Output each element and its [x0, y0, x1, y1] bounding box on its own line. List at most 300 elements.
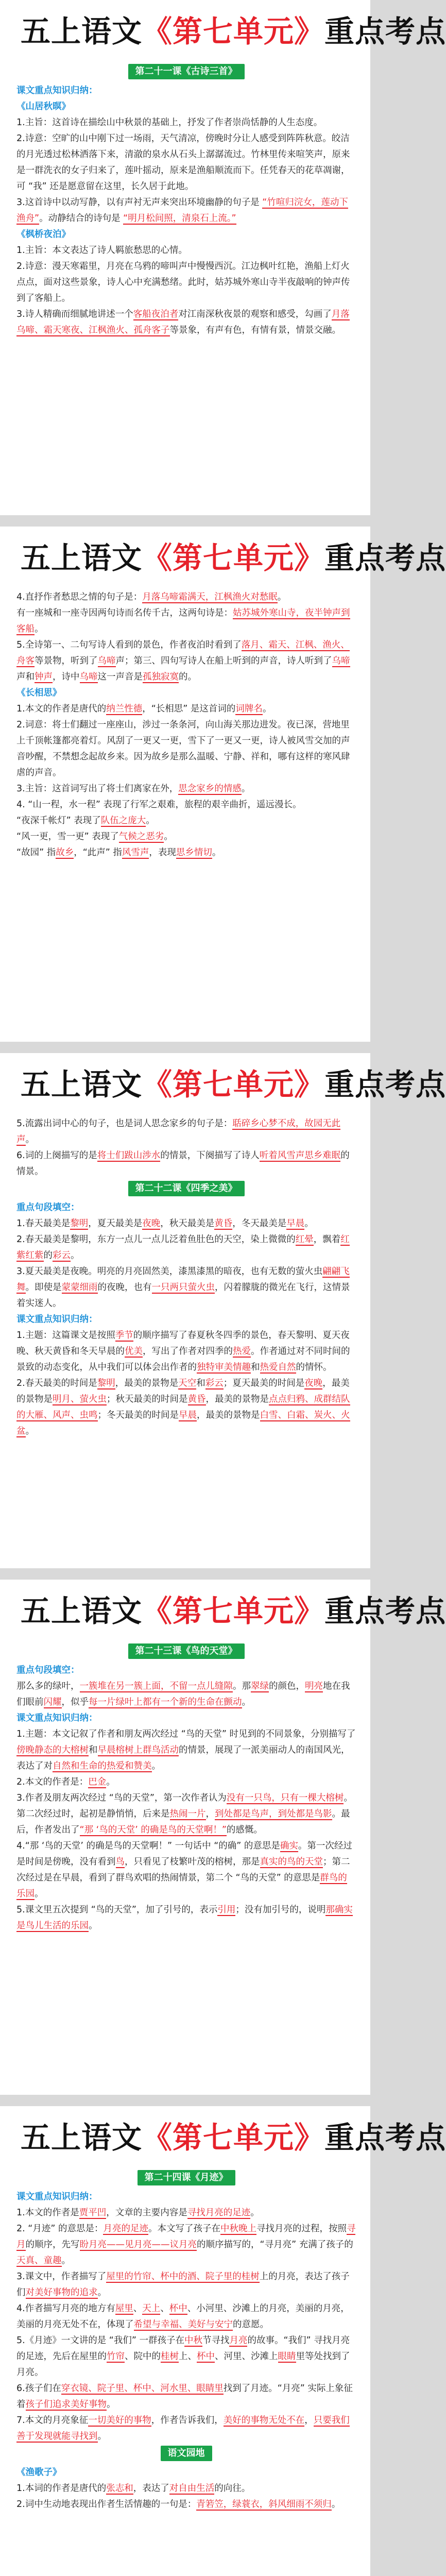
- paragraph: [16, 2381, 356, 2413]
- answer: 彩云: [53, 1250, 71, 1261]
- text: ，诗中: [53, 672, 80, 682]
- text: 。: [35, 624, 44, 634]
- answer: 月亮的足迹: [103, 2224, 148, 2234]
- text: 那么多的绿叶，: [16, 1681, 80, 1691]
- answer: 乌啼: [97, 656, 116, 666]
- text: 找到了月迹。“月亮” 实际上象征着: [16, 2383, 353, 2410]
- text: 6.词的上阕描写的是: [16, 1150, 97, 1161]
- text: ，最美的景物是: [115, 1378, 179, 1388]
- text: 里等处找到了月亮。: [16, 2351, 350, 2378]
- answer: 桂树: [161, 2351, 179, 2362]
- text: 。: [212, 848, 221, 858]
- text: 的顺序描写了春夏秋冬四季的景色，春天黎明、夏天夜晚、秋天黄昏和冬天早晨的: [16, 1330, 350, 1357]
- page-3: [0, 1053, 446, 1568]
- text: 。: [250, 2208, 260, 2218]
- answer: 自然和生命的热爱和赞美: [53, 1761, 152, 1771]
- paragraph: [16, 1148, 356, 1180]
- lesson-heading: [16, 2170, 356, 2186]
- answer: 杯中: [169, 2303, 187, 2314]
- text: 1.本文的作者是唐代的: [16, 704, 107, 714]
- text: 2.词中生动地表现出作者生活情趣的一句是：: [16, 2499, 197, 2510]
- lesson-heading: [16, 1643, 356, 1659]
- lesson-title: 第二十一课《古诗三首》: [128, 64, 245, 79]
- answer: 早晨: [179, 1410, 197, 1420]
- text: 声和: [16, 672, 35, 682]
- text: 对江南深秋夜景的观察和感受，勾画了: [178, 309, 332, 319]
- text: 。: [71, 1250, 80, 1261]
- answer: “竹喧归浣女，莲动下渔舟”: [16, 197, 348, 224]
- text: 的感慨。: [226, 1825, 263, 1835]
- answer: 思乡情切: [176, 848, 212, 858]
- answer: 天上: [142, 2303, 161, 2314]
- answer: 屋里: [115, 2303, 133, 2314]
- text: 6.孩子们在: [16, 2383, 61, 2394]
- answer: 聒碎乡心梦不成，故园无此声: [16, 1118, 341, 1145]
- paragraph: [16, 829, 356, 845]
- answer: 屋里的竹帘、杯中的酒、院子里的桂树: [106, 2272, 260, 2282]
- answer: 那确实是鸟儿生活的乐园: [16, 1905, 353, 1931]
- text: 2.本文的作者是：: [16, 1777, 89, 1787]
- answer: 将士们跋山涉水: [97, 1150, 161, 1161]
- paragraph: [16, 701, 356, 717]
- paragraph: [16, 1679, 356, 1710]
- paragraph: 1.主旨：这首诗在描绘山中秋景的基础上，抒发了作者崇尚恬静的人生态度。: [16, 117, 323, 128]
- text: “故园” 指: [16, 848, 56, 858]
- answer: 姑苏城外寒山寺，夜半钟声到客船: [16, 608, 350, 634]
- answer: 杯中: [197, 2351, 215, 2362]
- page-title: [21, 534, 446, 577]
- text: 、: [160, 2303, 169, 2314]
- text: 。作者通过对不同时间的景致的动态变化，从中我们可以体会出作者的: [16, 1346, 350, 1372]
- answer: 词牌名: [235, 704, 263, 714]
- answer: 眼睛: [278, 2351, 296, 2362]
- answer: “那 ‘鸟的天堂’ 的确是鸟的天堂啊！”: [79, 1825, 227, 1835]
- text: 1.本词的作者是唐代的: [16, 2483, 107, 2494]
- text: 。动静结合的诗句是: [39, 213, 124, 224]
- text: 。: [35, 1889, 44, 1899]
- title-part-unit: 《第七单元》: [142, 14, 325, 49]
- text: 。: [25, 1426, 35, 1436]
- title-part-subject: 五上语文: [21, 540, 143, 575]
- poem-title: 《枫桥夜泊》: [16, 229, 71, 240]
- text: 。: [262, 704, 272, 714]
- text: ，秋天最美是: [160, 1218, 215, 1229]
- text: 5.《月迹》一文讲的是 “我们” 一群孩子在: [16, 2335, 184, 2346]
- answer: 早晨: [286, 1218, 305, 1229]
- text: ，最美的景物是: [197, 1410, 260, 1420]
- text: 1.主题：这篇课文是按照: [16, 1330, 115, 1341]
- answer: 乌啼: [79, 672, 98, 682]
- section-heading: 课文重点知识归纳：: [16, 86, 98, 96]
- text: 。第一次经过是时间是傍晚，没有看到: [16, 1841, 352, 1867]
- text: “风一更，雪一更” 表现了: [16, 832, 119, 842]
- section-heading: 课文重点知识归纳：: [16, 2192, 98, 2202]
- title-part-unit: 《第七单元》: [142, 1067, 325, 1102]
- answer: 独特审美情趣: [197, 1362, 251, 1372]
- text: 。: [146, 816, 155, 826]
- text: 的故事。: [247, 2335, 284, 2346]
- answer: 明月、萤火虫: [53, 1394, 107, 1404]
- page-title: [21, 7, 446, 50]
- text: ，夏天最美是: [88, 1218, 143, 1229]
- section-heading: 课文重点知识归纳：: [16, 1314, 98, 1325]
- text: 。即使是: [25, 1282, 62, 1293]
- page-4: [0, 1580, 446, 2095]
- paragraph: [16, 2481, 356, 2497]
- text: ；没有加引号的，说明: [235, 1905, 326, 1915]
- answer: 只要我们善于发现就能寻找到: [16, 2415, 350, 2442]
- title-part-subject: 五上语文: [21, 1594, 143, 1629]
- text: 5.课文里五次提到 “鸟的天堂”，加了引号的，表示: [16, 1905, 218, 1915]
- answer: 对自由生活: [169, 2483, 215, 2494]
- paragraph: 2.词意：将士们翻过一座座山，涉过一条条河，向山海关那边进发。夜已深，营地里上千顶帐篷都亮着灯。风刮了一更又一更，雪下了一更又一更，诗人被风雪交加的声音吵醒，不禁想念起故乡来。因为故乡是那么温暖、宁静、祥和，哪有这样的寒风肆虐的声音。: [16, 720, 350, 778]
- text: 的情景，下阕描写了诗人: [160, 1150, 260, 1161]
- title-part-topic: 重点考点: [324, 14, 446, 49]
- answer: 气候之恶劣: [118, 832, 164, 842]
- paragraph: [16, 1838, 356, 1902]
- answer: 红晕: [295, 1234, 314, 1245]
- title-part-subject: 五上语文: [21, 2120, 143, 2155]
- answer: 明亮: [305, 1681, 323, 1691]
- section-heading: 课文重点知识归纳：: [16, 1713, 98, 1723]
- text: ，最美的景物是: [16, 1378, 350, 1404]
- answer: 纳兰性德: [106, 704, 143, 714]
- text: 2.春天最美的时间是: [16, 1378, 97, 1388]
- answer: 天空: [178, 1378, 197, 1388]
- text: 、: [133, 2303, 143, 2314]
- text: ，写出了作者对四季的: [143, 1346, 233, 1357]
- paragraph: [16, 2413, 356, 2445]
- text: 有一座城和一座寺因两句诗而名传千古，这两句诗是：: [16, 608, 233, 618]
- paragraph: [16, 1116, 356, 1148]
- paragraph: [16, 605, 356, 637]
- text: 。: [106, 1777, 115, 1787]
- text: 7.本文的月亮象征: [16, 2415, 89, 2426]
- answer: 季节: [115, 1330, 133, 1341]
- text: 。: [331, 2499, 341, 2510]
- text: 和: [196, 1378, 205, 1388]
- text: 。: [61, 2256, 71, 2266]
- paragraph: [16, 195, 356, 227]
- text: 。: [242, 1697, 251, 1707]
- paragraph: [16, 589, 356, 605]
- answer: 听着风雪声思乡难眠: [259, 1150, 341, 1161]
- page-title: [21, 2113, 446, 2157]
- text: 的夜晚，也有: [97, 1282, 152, 1293]
- answer: 落月、霜天、江枫、渔火、舟客: [16, 640, 350, 666]
- text: ，作者告诉我们，: [151, 2415, 224, 2426]
- answer: 黄昏: [214, 1218, 233, 1229]
- answer: 热爱: [233, 1346, 251, 1357]
- text: ，最美的景物是: [205, 1394, 269, 1404]
- paragraph: 2.诗意：漫天寒霜里，月亮在乌鸦的啼叫声中慢慢西沉。江边枫叶红艳，渔船上灯火点点，面对这些景象，诗人心中充满愁绪。此时，姑苏城外寒山寺半夜敲响的钟声传到了客船上。: [16, 261, 350, 303]
- page-header: [0, 1580, 446, 1637]
- text: 和: [251, 1362, 260, 1372]
- text: 上、: [179, 2351, 197, 2362]
- answer: 热爱自然: [260, 1362, 296, 1372]
- text: ；第二次经过是在早晨，看到了群鸟欢唱的热闹情景，第二个 “鸟的天堂” 的意思是: [16, 1857, 350, 1883]
- paragraph: [16, 2205, 356, 2221]
- text: 5.流露出词中心的句子，也是词人思念家乡的句子是：: [16, 1118, 233, 1129]
- title-part-unit: 《第七单元》: [142, 540, 325, 575]
- answer: 翠绿: [251, 1681, 269, 1691]
- answer: 蒙蒙细雨: [61, 1282, 98, 1293]
- answer: 孤独寂寞: [143, 672, 179, 682]
- answer: 彩云: [205, 1378, 224, 1388]
- answer: 风雪声: [122, 848, 149, 858]
- text: 。: [89, 1921, 98, 1931]
- answer: 希望与幸福、美好与安宁: [133, 2319, 233, 2330]
- paragraph: [16, 1232, 356, 1264]
- text: 。: [304, 1218, 314, 1229]
- answer: 天真、童趣: [16, 2256, 62, 2266]
- text: 。: [277, 592, 287, 602]
- text: 1.春天最美是: [16, 1218, 71, 1229]
- paragraph: [16, 1790, 356, 1838]
- text: ，: [205, 1809, 215, 1819]
- answer: 寻月: [16, 2224, 356, 2250]
- page-title: [21, 1060, 446, 1104]
- answer: 到处都是鸟声，到处都是鸟影: [215, 1809, 332, 1819]
- answer: 对美好事物的追求: [25, 2287, 98, 2298]
- lesson-heading: [16, 64, 356, 80]
- answer: 巴金: [88, 1777, 107, 1787]
- answer: 引用: [217, 1905, 236, 1915]
- text: 2. “月迹” 的意思是：: [16, 2224, 104, 2234]
- text: 声；第三、四句写诗人在船上听到的声音，诗人听到了: [115, 656, 332, 666]
- text: 上的月亮，表达了孩子们: [16, 2272, 350, 2298]
- text: 3.诗人精确而细腻地讲述一个: [16, 309, 133, 319]
- text: 地在我们眼前: [16, 1681, 350, 1707]
- lesson-heading: [16, 2446, 356, 2462]
- title-part-subject: 五上语文: [21, 14, 143, 49]
- text: 。: [241, 784, 251, 794]
- text: 1.主题：本文记叙了作者和朋友两次经过 “鸟的天堂” 时见到的不同景象，分别描写了: [16, 1729, 356, 1739]
- text: 的意愿。: [233, 2319, 269, 2330]
- text: 5.全诗第一、二句写诗人看到的景色，作者夜泊时看到了: [16, 640, 242, 650]
- answer: 早晨榕树上群鸟活动: [97, 1745, 179, 1755]
- content: [0, 1637, 370, 1934]
- lesson-title: 第二十四课《月迹》: [138, 2170, 235, 2185]
- text: ，似乎: [61, 1697, 89, 1707]
- paragraph: [16, 813, 356, 829]
- answer: 点点归鸦、成群结队的大雁、风声、虫鸣: [16, 1394, 350, 1420]
- answer: 闪耀: [43, 1697, 62, 1707]
- text: 的情景，展现了一派美丽动人的南国风光，表达了对: [16, 1745, 350, 1771]
- answer: 黎明: [97, 1378, 115, 1388]
- text: 、小河里、沙滩上的月亮，美丽的月亮，美丽的月亮无处不在，体现了: [16, 2303, 350, 2330]
- answer: 真实的鸟的天堂: [260, 1857, 323, 1867]
- content: [0, 58, 370, 338]
- text: ，飘着: [313, 1234, 341, 1245]
- answer: 队伍之庞大: [100, 816, 146, 826]
- content: [0, 584, 370, 861]
- text: 的情怀。: [296, 1362, 332, 1372]
- title-part-unit: 《第七单元》: [142, 1594, 325, 1629]
- title-part-topic: 重点考点: [324, 1067, 446, 1102]
- text: 的情景。: [16, 1150, 350, 1177]
- paragraph: [16, 637, 356, 685]
- paragraph: 4. “山一程，水一程” 表现了行军之艰难，旅程的艰辛曲折，遥远漫长。: [16, 800, 302, 810]
- text: ，“此声” 指: [74, 848, 122, 858]
- paragraph: [16, 307, 356, 338]
- paragraph: [16, 2301, 356, 2333]
- answer: 白雪、白霜、炭火、火盆: [16, 1410, 350, 1436]
- answer: 群鸟的乐园: [16, 1873, 347, 1899]
- text: ，文章的主要内容是: [106, 2208, 187, 2218]
- answer: 美好的事物无处不在: [223, 2415, 305, 2426]
- answer: 红紫红紫: [16, 1234, 350, 1261]
- answer: “明月松间照，清泉石上流。”: [123, 213, 236, 224]
- answer: 乌啼: [332, 656, 350, 666]
- page-header: [0, 2106, 446, 2164]
- text: 。本文写了孩子在: [148, 2224, 220, 2234]
- answer: 青箬笠，绿蓑衣，斜风细雨不须归: [196, 2499, 332, 2510]
- title-part-unit: 《第七单元》: [142, 2120, 325, 2155]
- text: 。那: [233, 1681, 251, 1691]
- answer: 每一片绿叶上都有一个新的生命在颤动: [89, 1697, 242, 1707]
- answer: 优美: [125, 1346, 143, 1357]
- answer: 鸟: [115, 1857, 125, 1867]
- lesson-heading: [16, 1181, 356, 1197]
- text: 。第二次经过时，起初是静悄悄，后来是: [16, 1793, 353, 1819]
- title-part-subject: 五上语文: [21, 1067, 143, 1102]
- answer: 黄昏: [187, 1394, 206, 1404]
- paragraph: 2.诗意：空旷的山中刚下过一场雨，天气清凉，傍晚时分让人感受到阵阵秋意。皎洁的月光透过松林洒落下来，清澈的泉水从石头上潺潺流过。竹林里传来喧笑声，原来是一群洗衣的女子归来了，莲叶摇动，原来是渔船顺流而下。任凭春天的花草凋谢，可 “我” 还是愿意留在这里，长久居于此地。: [16, 133, 350, 192]
- paragraph: [16, 2269, 356, 2301]
- title-part-topic: 重点考点: [324, 540, 446, 575]
- answer: 夜晚: [142, 1218, 161, 1229]
- text: ，冬天最美是: [232, 1218, 287, 1229]
- text: 。: [151, 1761, 161, 1771]
- paragraph: [16, 1328, 356, 1376]
- answer: 黎明: [70, 1218, 89, 1229]
- paragraph: [16, 1902, 356, 1934]
- page-1: [0, 0, 446, 515]
- text: ，闪着朦胧的微光在飞行，这情景着实迷人。: [16, 1282, 350, 1309]
- content: [0, 1111, 370, 1439]
- page-header: [0, 1053, 446, 1111]
- page-title: [21, 1587, 446, 1630]
- text: 。最后，作者发出了: [16, 1809, 350, 1835]
- answer: 月落乌啼、霜天寒夜、江枫渔火、孤舟客子: [16, 309, 350, 335]
- answer: 一切美好的事物: [88, 2415, 151, 2426]
- paragraph: [16, 845, 356, 861]
- answer: 一簇堆在另一簇上面，不留一点儿缝隙: [79, 1681, 233, 1691]
- text: 的顺序描写的，“寻月亮” 充满了孩子的: [197, 2240, 353, 2250]
- text: ；秋天最美的时间是: [107, 1394, 188, 1404]
- paragraph: [16, 2221, 356, 2269]
- paragraph: 1.主旨：本文表达了诗人羁旅愁思的心情。: [16, 245, 187, 256]
- text: 的。: [179, 672, 197, 682]
- page-header: [0, 0, 446, 58]
- text: 4.作者描写月亮的地方有: [16, 2303, 115, 2314]
- answer: 一只两只萤火虫: [151, 1282, 215, 1293]
- answer: 热闹一片: [169, 1809, 206, 1819]
- text: 的: [43, 1250, 53, 1261]
- text: 1.本文的作者是: [16, 2208, 79, 2218]
- text: 这一声音是: [97, 672, 143, 682]
- answer: 月落乌啼霜满天，江枫渔火对愁眠: [142, 592, 278, 602]
- text: 寻找月亮的过程，按照: [256, 2224, 347, 2234]
- text: 2.春天最美是黎明，东方一点儿一点儿泛着鱼肚色的天空，染上微微的: [16, 1234, 296, 1245]
- text: 。: [97, 2287, 107, 2298]
- answer: 月亮: [229, 2335, 248, 2346]
- answer: 钟声: [35, 672, 53, 682]
- text: ，表达了: [133, 2483, 169, 2494]
- answer: 孩子们追求美好事物: [25, 2399, 107, 2410]
- paragraph: [16, 781, 356, 797]
- answer: 竹帘: [107, 2351, 125, 2362]
- text: 3.夏天最美是夜晚。明亮的月亮固然美，漆黑漆黑的暗夜，也有无数的萤火虫: [16, 1266, 323, 1277]
- poem-title: 《山居秋暝》: [16, 101, 71, 112]
- answer: 穿衣镜、院子里、杯中、河水里、眼睛里: [61, 2383, 224, 2394]
- answer: 故乡: [56, 848, 74, 858]
- answer: 夜晚: [304, 1378, 323, 1388]
- text: ；夏天最美的时间是: [223, 1378, 305, 1388]
- text: ；冬天最美的时间是: [97, 1410, 179, 1420]
- text: ，表现: [149, 848, 176, 858]
- text: 等景物，听到了: [35, 656, 98, 666]
- answer: 确实: [280, 1841, 298, 1851]
- text: 。: [164, 832, 173, 842]
- text: 4.直抒作者愁思之情的句子是：: [16, 592, 143, 602]
- text: 的颜色，: [269, 1681, 305, 1691]
- answer: 盼月亮——见月亮——议月亮: [79, 2240, 197, 2250]
- answer: 思念家乡的情感: [178, 784, 242, 794]
- section-heading: 重点句段填空：: [16, 1202, 80, 1213]
- text: 。: [107, 2399, 116, 2410]
- text: 的顺序，先写: [25, 2240, 80, 2250]
- paragraph: [16, 1376, 356, 1439]
- text: 3.作者及朋友两次经过 “鸟的天堂”，第一次作者认为: [16, 1793, 227, 1803]
- page-2: [0, 527, 446, 1042]
- text: 。: [97, 2431, 107, 2442]
- answer: 客船夜泊者: [133, 309, 179, 319]
- answer: 没有一只鸟，只有一棵大榕树: [226, 1793, 344, 1803]
- lesson-title: 第二十三课《鸟的天堂》: [128, 1643, 245, 1659]
- answer: 贾平凹: [79, 2208, 107, 2218]
- answer: 张志和: [106, 2483, 133, 2494]
- text: ，“长相思” 是这首词的: [142, 704, 236, 714]
- paragraph: [16, 1774, 356, 1790]
- text: 3.课文中，作者描写了: [16, 2272, 107, 2282]
- paragraph: [16, 1264, 356, 1312]
- answer: 中秋: [184, 2335, 202, 2346]
- text: 节寻找: [202, 2335, 230, 2346]
- section-heading: 重点句段填空：: [16, 1665, 80, 1675]
- text: 4.“那 ‘鸟的天堂’ 的确是鸟的天堂啊！” 一句话中 “的确” 的意思是: [16, 1841, 280, 1851]
- answer: 翩翩飞舞: [16, 1266, 350, 1293]
- answer: 寻找月亮的足迹: [187, 2208, 251, 2218]
- text: 、河里、沙滩上: [215, 2351, 278, 2362]
- paragraph: [16, 2333, 356, 2381]
- text: “我们” 寻找月亮的足迹，先后在屋里的: [16, 2335, 350, 2362]
- text: 和: [89, 1745, 98, 1755]
- title-part-topic: 重点考点: [324, 2120, 446, 2155]
- text: ，只看见了枝繁叶茂的榕树，那是: [125, 1857, 260, 1867]
- poem-title: 《渔歌子》: [16, 2467, 62, 2478]
- text: 3.这首诗中以动写静，以有声衬无声来突出环境幽静的句子是: [16, 197, 263, 208]
- page-5: [0, 2106, 446, 2576]
- text: 。: [25, 1134, 35, 1145]
- lesson-title: 第二十二课《四季之美》: [128, 1181, 245, 1196]
- lesson-title: 语文园地: [161, 2446, 212, 2461]
- text: 等景象，有声有色，有情有景，情景交融。: [169, 325, 341, 335]
- content: [0, 2164, 370, 2513]
- paragraph: [16, 1726, 356, 1774]
- paragraph: [16, 2497, 356, 2513]
